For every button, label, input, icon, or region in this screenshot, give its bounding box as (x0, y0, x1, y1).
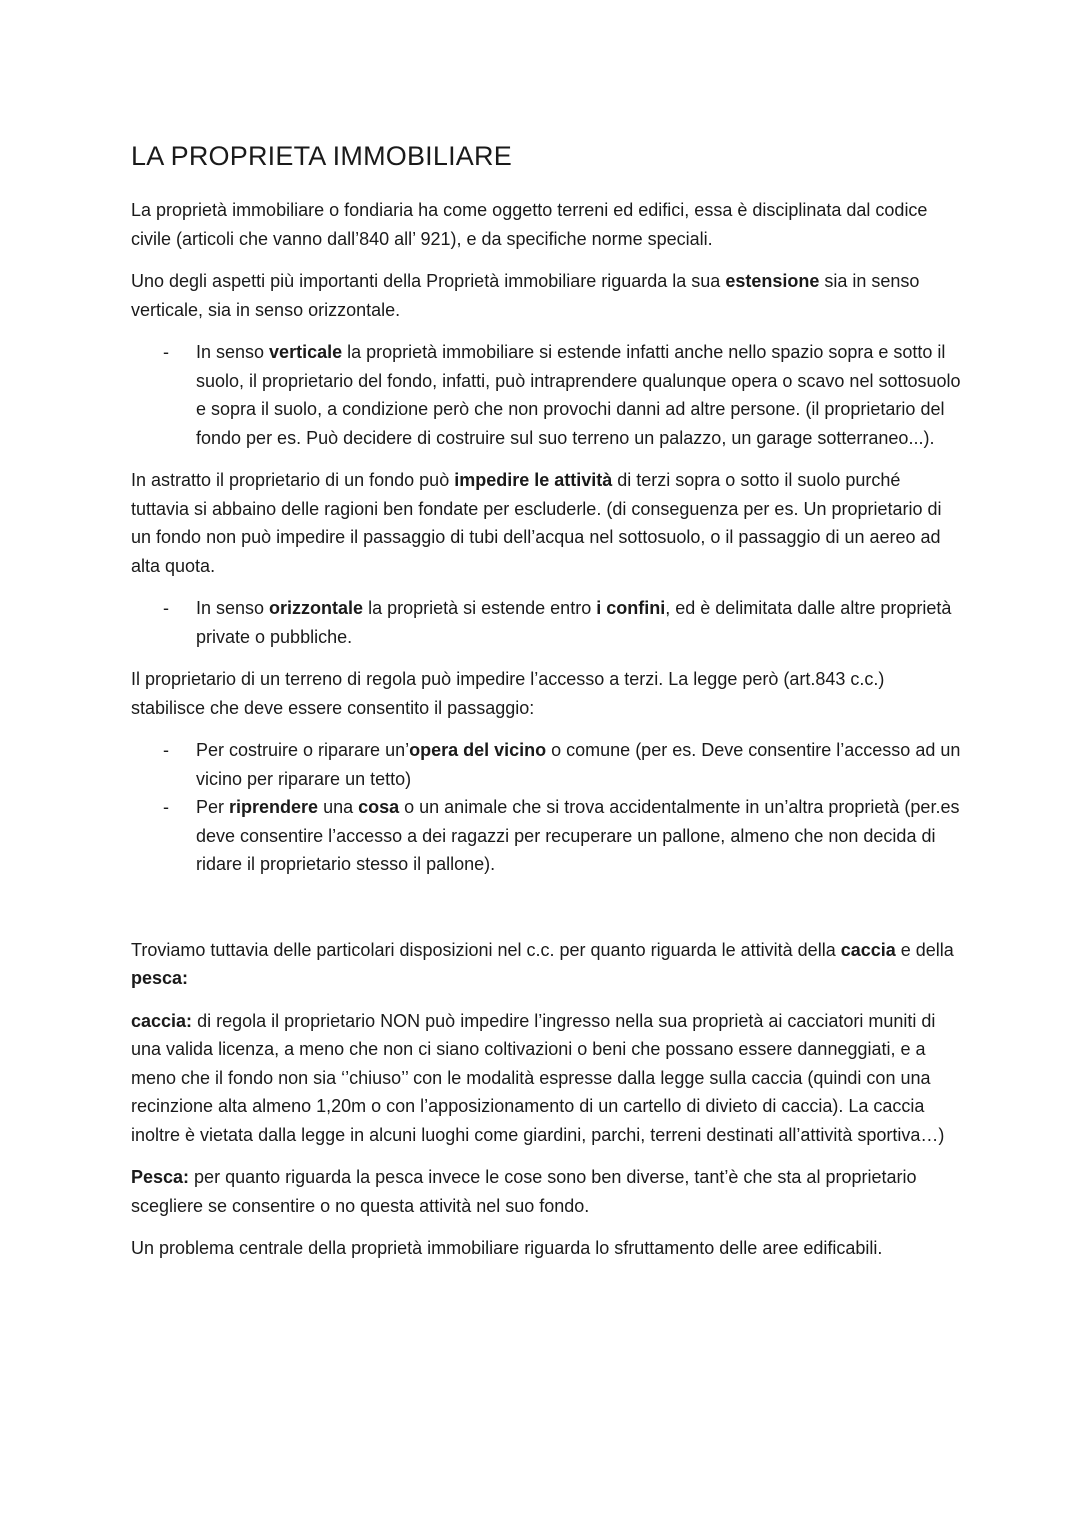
list-orizzontale (131, 594, 961, 651)
document-page (131, 138, 961, 1277)
paragraph-intro: La proprietà immobiliare o fondiaria ha come oggetto terreni ed edifici, essa è disciplinata dal codice civile (articoli che vanno dall’840 all’ 921), e da specifiche norme speciali. (131, 200, 928, 249)
bold-term-pesca: pesca: (131, 968, 189, 988)
bold-term-opera: opera del vicino (409, 740, 547, 760)
dash-bullet: - (163, 740, 169, 760)
list-item (131, 793, 961, 879)
text-run: In astratto il proprietario di un fondo può (131, 470, 455, 490)
bold-term-riprendere: riprendere (229, 797, 319, 817)
paragraph-conclusione: Un problema centrale della proprietà immobiliare riguarda lo sfruttamento delle aree edificabili. (131, 1238, 883, 1258)
text-run: In senso (196, 342, 270, 362)
text-run: Troviamo tuttavia delle particolari disposizioni nel c.c. per quanto riguarda le attività della (131, 939, 841, 960)
list-item (131, 736, 961, 793)
text-run: Uno degli aspetti più importanti della Proprietà immobiliare riguarda la sua (131, 271, 726, 291)
dash-bullet: - (163, 342, 169, 362)
bold-term-estensione: estensione (725, 271, 820, 291)
page-title: LA PROPRIETA IMMOBILIARE (131, 141, 512, 171)
list-passaggio (131, 736, 961, 879)
paragraph-disposizioni (131, 936, 961, 993)
spacer (131, 893, 961, 936)
text-run: , ed è delimitata dalle altre proprietà private o pubbliche. (196, 598, 952, 647)
paragraph-accesso: Il proprietario di un terreno di regola può impedire l’accesso a terzi. La legge però (art.843 c.c.) stabilisce che deve essere consentito il passaggio: (131, 669, 885, 718)
text-run: sia in senso verticale, sia in senso orizzontale. (131, 271, 920, 320)
bold-term-cosa: cosa (358, 797, 400, 817)
text-run: di regola il proprietario NON può impedire l’ingresso nella sua proprietà ai cacciatori muniti di una valida licenza, a meno che non ci siano coltivazioni o beni che possano essere danneggiati, e a meno che il fondo non sia ‘’chiuso’’ con le modalità espresse dalla legge sulla caccia (quindi con una recinzione alta almeno 1,20m o con l’apposizionamento di un cartello di divieto di caccia). La caccia inoltre è vietata dalla legge in alcuni luoghi come giardini, parchi, terreni destinati all’attività sportiva…) (131, 1010, 945, 1145)
text-run: di terzi sopra o sotto il suolo purché tuttavia si abbaino delle ragioni ben fondate per escluderle. (di conseguenza per es. Un proprietario di un fondo non può impedire il passaggio di tubi dell’acqua nel sottosuolo, o il passaggio di un aereo ad alta quota. (131, 470, 942, 576)
dash-bullet: - (163, 598, 169, 618)
bold-term-caccia: caccia (840, 939, 896, 960)
text-run: In senso (196, 598, 270, 618)
text-run: e della (895, 939, 954, 960)
text-run: la proprietà si estende entro (363, 598, 597, 618)
text-run: una (318, 797, 359, 817)
bold-term-impedire: impedire le attività (454, 470, 613, 490)
list-item (131, 338, 961, 452)
list-verticale (131, 338, 961, 452)
dash-bullet: - (163, 797, 169, 817)
text-run: Per costruire o riparare un’ (196, 740, 410, 760)
bold-label-caccia: caccia: (131, 1010, 193, 1031)
text-run: la proprietà immobiliare si estende infatti anche nello spazio sopra e sotto il suolo, il proprietario del fondo, infatti, può intraprendere qualunque opera o scavo nel sottosuolo e sopra il suolo, a condizione però che non provochi danni ad altre persone. (il proprietario del fondo per es. Può decidere di costruire sul suo terreno un palazzo, un garage sotterraneo...). (196, 342, 961, 448)
text-run: o comune (per es. Deve consentire l’accesso ad un vicino per riparare un tetto) (196, 740, 961, 789)
paragraph-caccia (131, 1007, 961, 1150)
text-run: o un animale che si trova accidentalmente in un’altra proprietà (per.es deve consentire l’accesso a dei ragazzi per recuperare un pallone, almeno che non decida di ridare il proprietario stesso il pallone). (196, 797, 960, 874)
bold-term-verticale: verticale (269, 342, 343, 362)
text-run: per quanto riguarda la pesca invece le cose sono ben diverse, tant’è che sta al proprietario scegliere se consentire o no questa attività nel suo fondo. (131, 1167, 917, 1216)
bold-term-confini: i confini (596, 598, 666, 618)
bold-label-pesca: Pesca: (131, 1167, 190, 1187)
paragraph-estensione (131, 267, 961, 324)
paragraph-astratto (131, 466, 961, 580)
list-item (131, 594, 961, 651)
bold-term-orizzontale: orizzontale (269, 598, 364, 618)
paragraph-pesca (131, 1163, 961, 1220)
text-run: Per (196, 797, 230, 817)
